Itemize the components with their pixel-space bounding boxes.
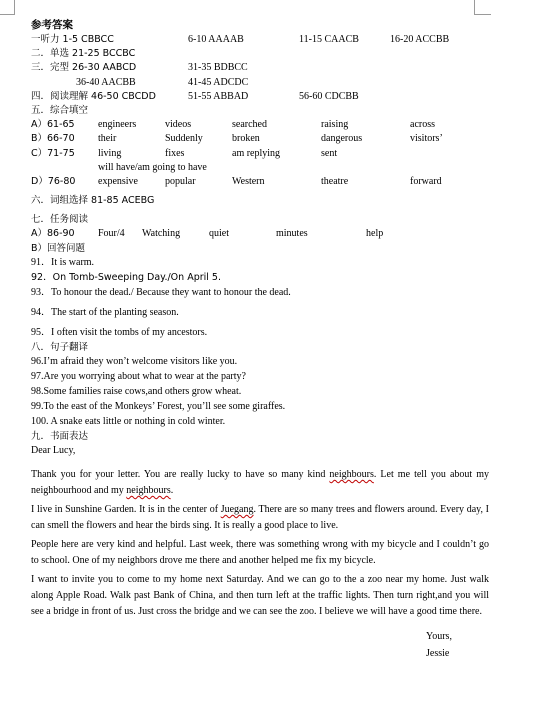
- spellcheck-word: Juegang: [220, 504, 254, 516]
- answer-92: 92．On Tomb-Sweeping Day./On April 5.: [31, 271, 221, 283]
- fill-heading: 五．综合填空: [31, 104, 89, 116]
- fill-row: D）76-80 expensive popular Western theatre forward: [31, 175, 442, 187]
- page-title: 参考答案: [31, 19, 73, 31]
- crop-mark-top-right: [474, 0, 491, 15]
- letter-paragraph-3: People here are very kind and helpful. Last week, there was something wrong with my bicycle and I couldn’t go to school. One of my neighbors drove me there and another helped me fix my bicycle.: [31, 539, 489, 567]
- spellcheck-word: neighbours: [329, 469, 374, 481]
- translation-heading: 八．句子翻译: [31, 341, 89, 353]
- translation-98: 98.Some families raise cows,and others grow wheat.: [31, 386, 242, 397]
- multiple-choice-answers: 二．单选 21-25 BCCBC: [31, 48, 136, 60]
- word-choice-answers: 六．词组选择 81-85 ACEBG: [31, 195, 155, 207]
- answer-95: 95．I often visit the tombs of my ancestors.: [31, 326, 208, 338]
- cloze-answers-line2: 36-40 AACBB 41-45 ADCDC: [76, 76, 249, 88]
- letter-signature: Jessie: [426, 648, 450, 660]
- fill-row: C）71-75 living fixes am replying sent: [31, 147, 338, 159]
- reading-answers: 四．阅读理解 46-50 CBCDD 51-55 ABBAD 56-60 CDCBB: [31, 90, 359, 102]
- answer-93: 93．To honour the dead./ Because they want to honour the dead.: [31, 286, 291, 298]
- letter-paragraph-1: Thank you for your letter. You are really lucky to have so many kind neighbours. Let me tell you about my neighbourhood and my neighbours.: [31, 469, 490, 497]
- fill-row: B）66-70 their Suddenly broken dangerous visitors’: [31, 133, 443, 145]
- translation-100: 100. A snake eats little or nothing in cold winter.: [31, 416, 226, 427]
- letter-paragraph-4: I want to invite you to come to my home next Saturday. And we can go to the a zoo near my home. Just walk along Apple Road. Walk past Bank of China, and then turn left at the traffic lights. Then turn right,and you will see a bridge in front of us. Just cross the bridge and we can see the zoo. I believe we will have a good time there.: [31, 574, 489, 618]
- translation-96: 96.I’m afraid they won’t welcome visitors like you.: [31, 356, 238, 367]
- translation-97: 97.Are you worrying about what to wear at the party?: [31, 371, 246, 382]
- answer-91: 91．It is warm.: [31, 256, 95, 268]
- spellcheck-word: neighbours: [126, 485, 171, 497]
- task-a-answers: A）86-90 Four/4 Watching quiet minutes help: [31, 228, 384, 240]
- answer-94: 94．The start of the planting season.: [31, 306, 179, 318]
- task-heading: 七．任务阅读: [31, 214, 89, 226]
- crop-mark-top-left: [0, 0, 15, 15]
- fill-row: will have/am going to have: [98, 161, 207, 173]
- task-b-heading: B）回答问题: [31, 242, 86, 254]
- letter-greeting: Dear Lucy,: [31, 445, 76, 457]
- letter-closing: Yours,: [426, 631, 452, 643]
- cloze-answers: 三．完型 26-30 AABCD 31-35 BDBCC: [31, 62, 248, 74]
- translation-99: 99.To the east of the Monkeys’ Forest, you’ll see some giraffes.: [31, 401, 286, 412]
- writing-heading: 九．书面表达: [31, 431, 89, 442]
- letter-signoff: [426, 628, 489, 662]
- letter-paragraph-2: I live in Sunshine Garden. It is in the center of Juegang. There are so many trees and flowers around. Every day, I can smell the flowers and hear the birds sing. It is really a good place to live.: [31, 504, 489, 532]
- fill-row: A）61-65 engineers videos searched raising across: [31, 119, 435, 131]
- answer-key: [31, 18, 489, 662]
- listening-answers: 一听力 1-5 CBBCC 6-10 AAAAB 11-15 CAACB 16-20 ACCBB: [31, 34, 450, 45]
